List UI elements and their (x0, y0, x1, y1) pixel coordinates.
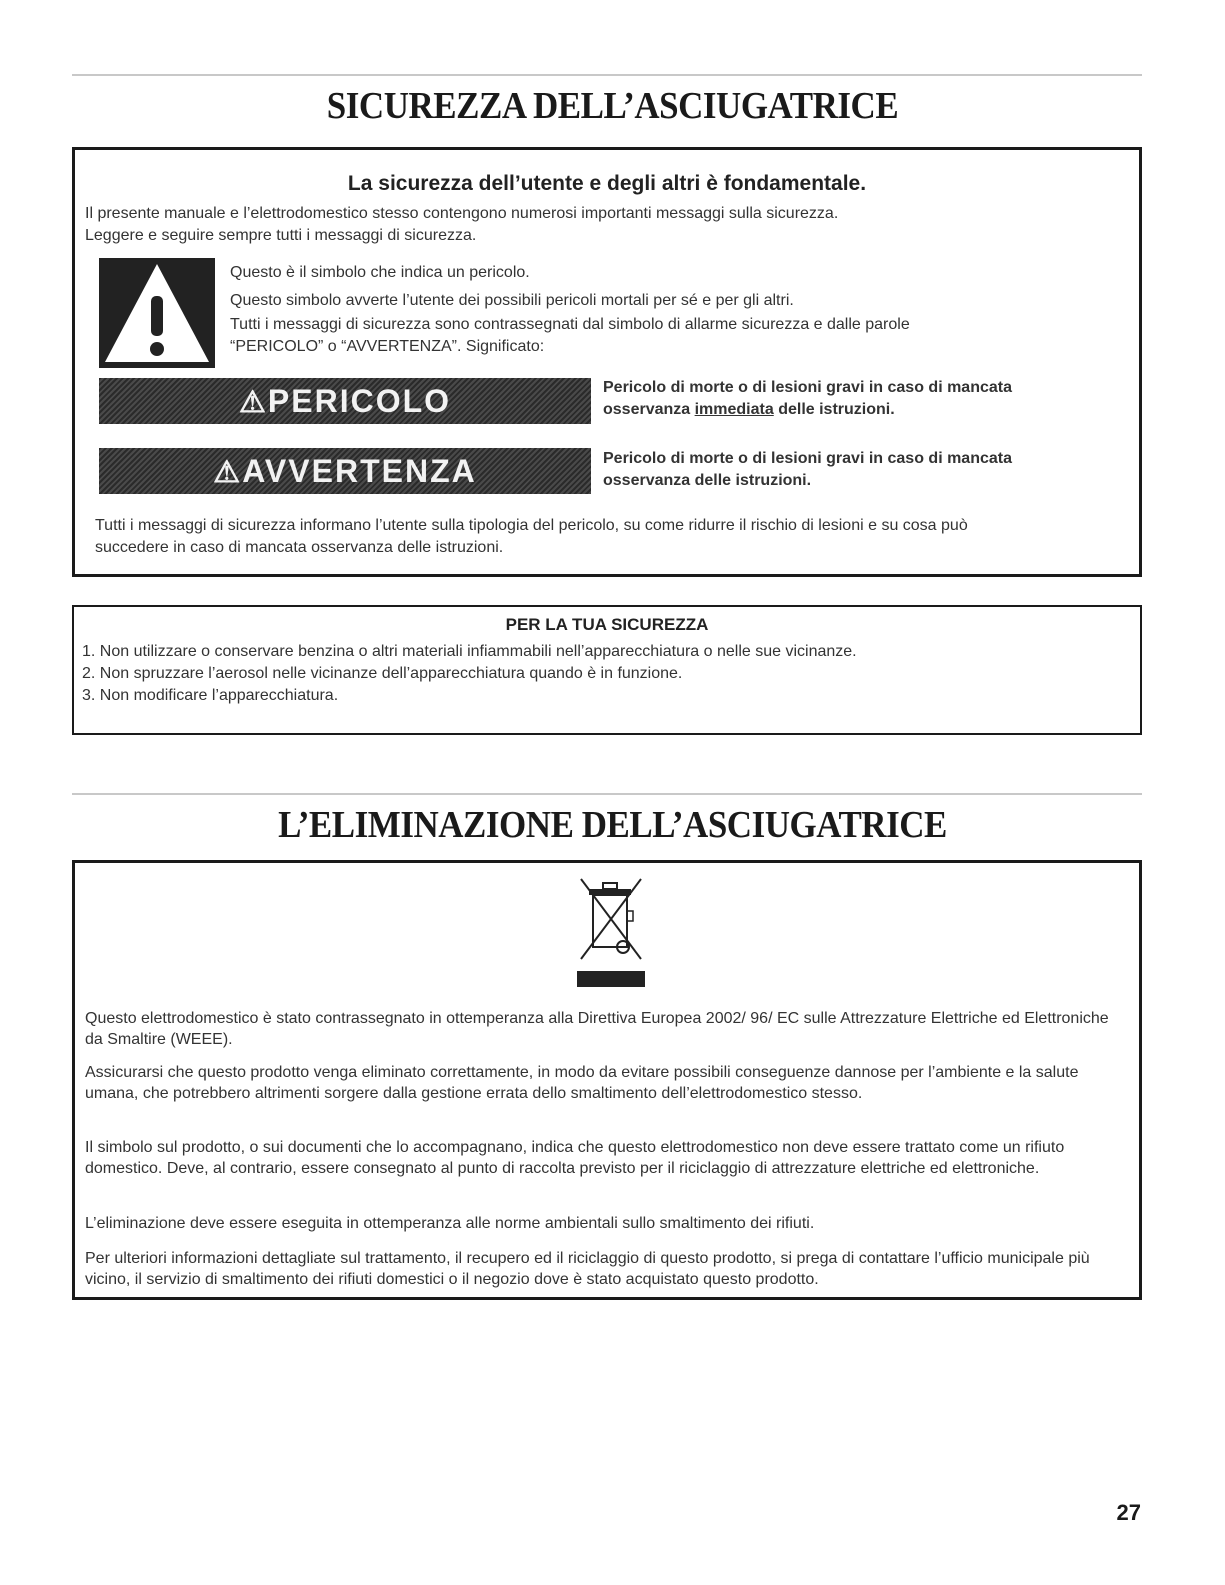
for-your-safety-box (72, 605, 1142, 735)
danger-desc-underlined: immediata (694, 401, 774, 418)
disposal-paragraph: L’eliminazione deve essere eseguita in ottemperanza alle norme ambientali sullo smaltimento dei rifiuti. (85, 1215, 815, 1232)
danger-desc-line-1: Pericolo di morte o di lesioni gravi in caso di mancata (603, 379, 1012, 396)
disposal-paragraph: Questo elettrodomestico è stato contrassegnato in ottemperanza alla Direttiva Europea 2002/ 96/ EC sulle Attrezzature Elettriche ed Elettroniche da Smaltire (WEEE). (85, 1010, 1109, 1048)
symbol-line-3: Tutti i messaggi di sicurezza sono contrassegnati dal simbolo di allarme sicurezza e dalle parole (230, 316, 910, 333)
warning-desc-line-1: Pericolo di morte o di lesioni gravi in caso di mancata (603, 450, 1012, 467)
danger-desc-pre: osservanza (603, 401, 695, 418)
danger-signal-banner (99, 378, 591, 424)
safety-lead: La sicurezza dell’utente e degli altri è fondamentale. (347, 172, 867, 195)
list-item: 1. Non utilizzare o conservare benzina o altri materiali infiammabili nell’apparecchiatura o nelle sue vicinanze. (82, 643, 857, 660)
disposal-paragraph: Assicurarsi che questo prodotto venga eliminato correttamente, in modo da evitare possibili conseguenze dannose per l’ambiente e la salute umana, che potrebbero altrimenti sorgere dalla gestione errata dello smaltimento dell’elettrodomestico stesso. (85, 1064, 1079, 1102)
symbol-line-1: Questo è il simbolo che indica un pericolo. (230, 264, 530, 281)
warning-signal-banner (99, 448, 591, 494)
alert-triangle-icon: ⚠ (213, 456, 243, 489)
list-item: 2. Non spruzzare l’aerosol nelle vicinanze dell’apparecchiatura quando è in funzione. (82, 665, 683, 682)
symbol-line-4: “PERICOLO” o “AVVERTENZA”. Significato: (230, 338, 545, 355)
disposal-section-title: L’ELIMINAZIONE DELL’ASCIUGATRICE (278, 804, 947, 846)
danger-desc-post: delle istruzioni. (773, 401, 895, 418)
disposal-paragraph: Per ulteriori informazioni dettagliate sul trattamento, il recupero ed il riciclaggio di questo prodotto, si prega di contattare l’ufficio municipale più vicino, il servizio di smaltimento dei rifiuti domestici o il negozio dove è stato acquistato questo prodotto. (85, 1250, 1090, 1288)
danger-label: PERICOLO (267, 383, 452, 419)
alert-triangle-icon: ⚠ (238, 386, 268, 419)
list-item: 3. Non modificare l’apparecchiatura. (82, 687, 339, 704)
warning-label: AVVERTENZA (242, 453, 477, 489)
intro-line-1: Il presente manuale e l’elettrodomestico stesso contengono numerosi importanti messaggi sulla sicurezza. (85, 205, 839, 222)
safety-section-title: SICUREZZA DELL’ASCIUGATRICE (326, 85, 899, 127)
safety-footer-line-2: succedere in caso di mancata osservanza delle istruzioni. (95, 539, 504, 556)
warning-desc-line-2: osservanza delle istruzioni. (603, 472, 812, 489)
for-your-safety-heading: PER LA TUA SICUREZZA (505, 615, 709, 634)
warning-description (603, 448, 1012, 492)
disposal-box (72, 860, 1142, 1300)
intro-line-2: Leggere e seguire sempre tutti i messaggi di sicurezza. (85, 227, 477, 244)
top-rule (72, 74, 1142, 76)
safety-alert-icon (99, 258, 215, 368)
disposal-paragraph: Il simbolo sul prodotto, o sui documenti che lo accompagnano, indica che questo elettrodomestico non deve essere trattato come un rifiuto domestico. Deve, al contrario, essere consegnato al punto di raccolta previsto per il riciclaggio di attrezzature elettriche ed elettroniche. (85, 1139, 1065, 1177)
safety-footer-line-1: Tutti i messaggi di sicurezza informano l’utente sulla tipologia del pericolo, su come ridurre il rischio di lesioni e su cosa può (95, 517, 968, 534)
middle-rule (72, 793, 1142, 795)
danger-description (603, 377, 1012, 421)
danger-desc-line-2 (603, 399, 1012, 421)
safety-box (72, 147, 1142, 577)
symbol-line-2: Questo simbolo avverte l’utente dei possibili pericoli mortali per sé e per gli altri. (230, 292, 794, 309)
page-number: 27 (1116, 1500, 1141, 1525)
weee-crossed-bin-icon (575, 875, 647, 987)
